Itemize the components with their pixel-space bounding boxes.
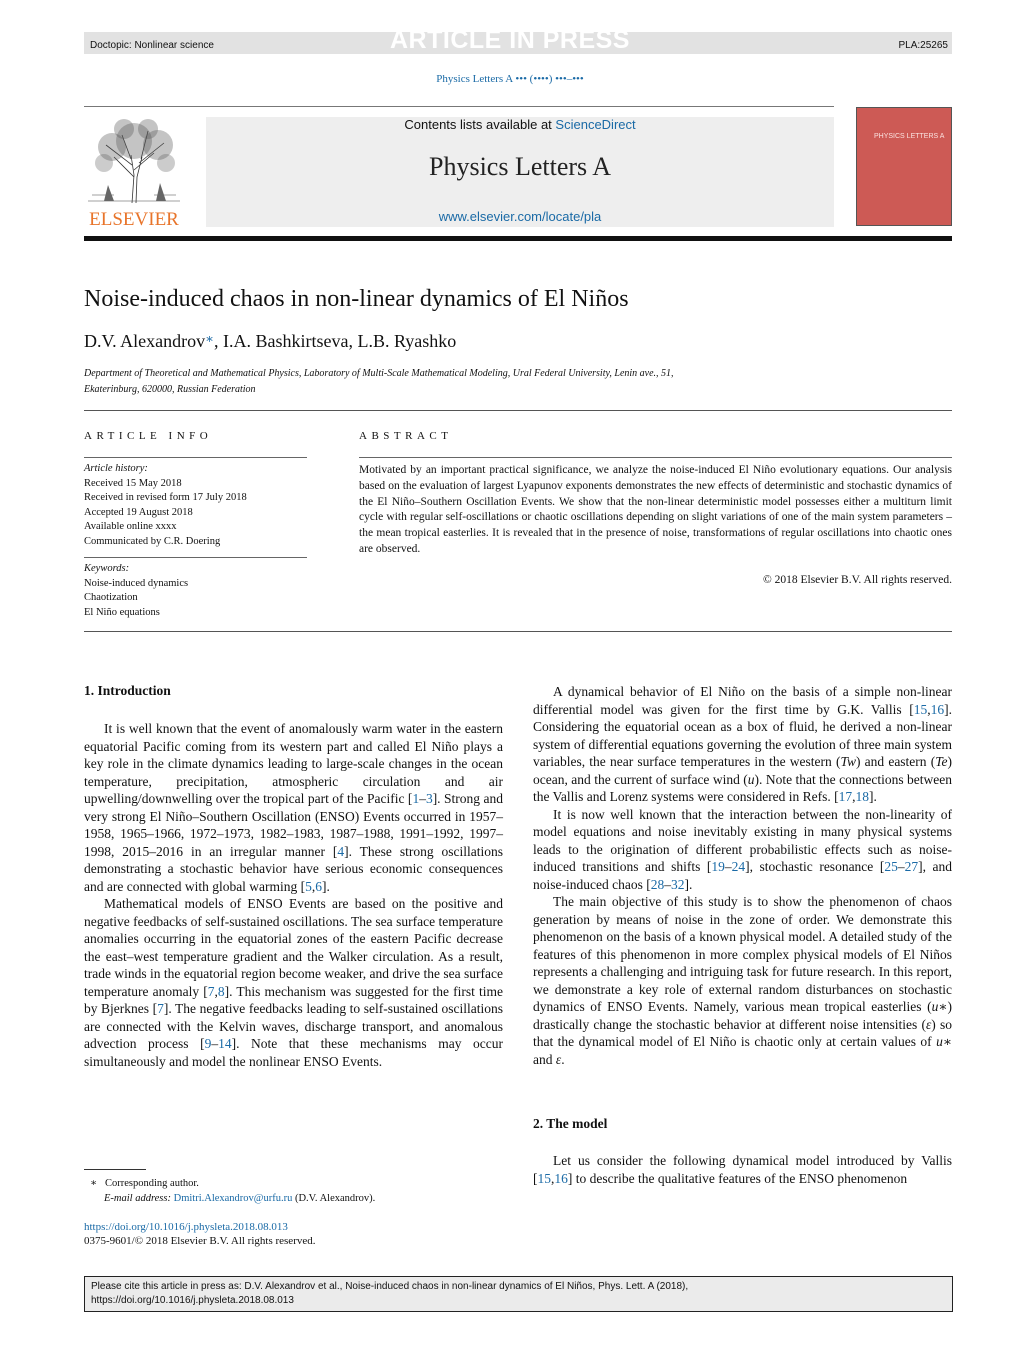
running-head[interactable]: Physics Letters A ••• (••••) •••–••• [436, 73, 584, 85]
elsevier-logo[interactable] [84, 115, 184, 229]
abstract-heading: ABSTRACT [359, 430, 453, 442]
keywords [84, 562, 188, 620]
affiliation-line: Ekaterinburg, 620000, Russian Federation [84, 384, 256, 395]
citation-line: Please cite this article in press as: D.V. Alexandrov et al., Noise-induced chaos in non-linear dynamics of El Niños, Phys. Lett. A (2018), [91, 1281, 689, 1292]
author-name[interactable]: I.A. Bashkirtseva [223, 331, 349, 351]
ref-link[interactable]: 32 [670, 876, 685, 892]
masthead-top-rule [84, 106, 834, 107]
svg-text:ELSEVIER: ELSEVIER [89, 209, 179, 229]
ref-link[interactable]: 18 [855, 789, 870, 804]
ref-link[interactable]: 16 [930, 701, 945, 717]
abstract-copyright: © 2018 Elsevier B.V. All rights reserved. [763, 574, 952, 586]
ref-link[interactable]: 1 [412, 791, 420, 806]
article-history [84, 462, 247, 549]
email-label: E-mail address: [104, 1193, 171, 1204]
math-u: u [747, 771, 755, 787]
doctopic: Doctopic: Nonlinear science [90, 40, 214, 51]
journal-title[interactable]: Physics Letters A [429, 152, 611, 181]
math-epsilon: ε [555, 1051, 562, 1067]
corresponding-author-mark[interactable]: ∗ [205, 331, 215, 346]
elsevier-tree-icon [84, 115, 184, 229]
history-item: Received 15 May 2018 [84, 477, 182, 489]
ref-link[interactable]: 9 [204, 1036, 212, 1051]
author-list: D.V. Alexandrov∗, I.A. Bashkirtseva, L.B. Ryashko [84, 331, 457, 351]
ref-link[interactable]: 25 [884, 859, 898, 874]
keyword: Chaotization [84, 592, 138, 603]
affiliation-line: Department of Theoretical and Mathematical Physics, Laboratory of Multi-Scale Mathematical Modeling, Ural Federal University, Lenin ave., 51, [84, 368, 674, 379]
keywords-label: Keywords: [84, 563, 130, 574]
article-info-heading: ARTICLE INFO [84, 430, 213, 442]
footnote-email-line [84, 1191, 375, 1206]
math-epsilon: ε [925, 1016, 932, 1032]
footnote-mark: ∗ [90, 1178, 98, 1189]
abstract-bottom-rule [84, 631, 952, 632]
ref-link[interactable]: 24 [731, 859, 746, 874]
ref-link[interactable]: 28 [650, 876, 665, 892]
doi-link[interactable]: https://doi.org/10.1016/j.physleta.2018.08.013 [84, 1221, 288, 1233]
ref-link[interactable]: 14 [218, 1036, 232, 1051]
math-tw: Tw [840, 754, 856, 769]
footnote-line [84, 1176, 375, 1191]
history-item: Received in revised form 17 July 2018 [84, 492, 247, 503]
paragraph: Let us consider the following dynamical model introduced by Vallis [15,16] to describe the qualitative features of the ENSO phenomenon [533, 1153, 952, 1186]
math-u-star: u∗ [936, 1034, 952, 1049]
paragraph: Mathematical models of ENSO Events are based on the positive and negative feedbacks of self-sustained oscillations. The sea surface temperature anomalies occurring in the equatorial zones of the eastern Pacific decrease the east–west temperature gradient and the Walker circulation. As a result, trade winds in the equatorial region become weaker, and drive the sea surface temperature anomaly [7,8]. This mechanism was suggested for the first time by Bjerknes [7]. The negative feedbacks leading to self-sustained oscillations are connected with the Kelvin waves, discharge transport, and anomalous advection process [9–14]. Note that these mechanisms may occur simultaneously and model the nonlinear ENSO Events. [84, 896, 503, 1069]
keyword: El Niño equations [84, 606, 160, 618]
contents-prefix: Contents lists available at [404, 117, 552, 132]
footnote-label: Corresponding author. [105, 1178, 199, 1189]
ref-link[interactable]: 7 [207, 983, 215, 999]
citation-doi[interactable]: https://doi.org/10.1016/j.physleta.2018.08.013 [91, 1295, 294, 1306]
abstract-text: Motivated by an important practical significance, we analyze the noise-induced El Niño evolutionary equations. Our analysis based on the evaluation of largest Lyapunov exponents demonstrates the new effects of deterministic and stochastic dynamics of the El Niño–Southern Oscillation Events. We show that the non-linear deterministic model possesses either a multiturn limit cycle with regular self-oscillations or chaotic oscillations depending on slight variations of one of the main system parameters – the mean tropical easterlies. It is revealed that in the presence of noise, transformations of regular oscillations into chaotic ones are observed. [359, 464, 952, 555]
doi-block [84, 1220, 316, 1248]
ref-link[interactable]: 16 [554, 1170, 568, 1186]
history-item: Available online xxxx [84, 521, 177, 532]
left-column [84, 720, 503, 1070]
ref-link[interactable]: 15 [537, 1170, 551, 1186]
sciencedirect-link[interactable]: ScienceDirect [555, 117, 636, 132]
ref-link[interactable]: 27 [904, 859, 919, 874]
ref-link[interactable]: 19 [711, 859, 725, 874]
article-title: Noise-induced chaos in non-linear dynamics of El Niños [84, 286, 629, 312]
math-u-star: u∗ [931, 999, 948, 1014]
info-rule [84, 457, 307, 458]
issn-line: 0375-9601/© 2018 Elsevier B.V. All rights reserved. [84, 1235, 316, 1247]
history-label: Article history: [84, 463, 148, 474]
article-id: PLA:25265 [898, 40, 948, 51]
journal-cover[interactable] [856, 107, 952, 226]
masthead-bottom-rule [84, 236, 952, 241]
ref-link[interactable]: 5 [305, 878, 312, 894]
right-column-continued [533, 1152, 952, 1187]
keyword: Noise-induced dynamics [84, 577, 189, 589]
right-column [533, 683, 952, 1068]
affiliation [84, 366, 754, 398]
history-item: Communicated by C.R. Doering [84, 535, 221, 547]
history-item: Accepted 19 August 2018 [84, 506, 193, 518]
contents-line [206, 117, 834, 132]
email-owner: (D.V. Alexandrov). [294, 1193, 376, 1204]
footnote-rule [84, 1169, 146, 1170]
ref-link[interactable]: 3 [425, 791, 433, 806]
cover-title: PHYSICS LETTERS A [874, 133, 945, 140]
info-rule [84, 557, 307, 558]
ref-link[interactable]: 15 [913, 701, 928, 717]
ref-link[interactable]: 4 [337, 843, 345, 859]
ref-link[interactable]: 8 [217, 983, 225, 999]
citation-text [91, 1280, 946, 1308]
abstract-rule [359, 457, 952, 458]
paragraph: The main objective of this study is to show the phenomenon of chaos generation by means of noise in the zone of order. We demonstrate this phenomenon on the basis of a known physical model. A detailed study of the features of this phenomenon in more complex physical models of El Niños represents a challenging and intriguing task for future research. In this report, we demonstrate a key role of external random disturbances on stochastic dynamics of ENSO Events. Namely, various mean tropical easterlies (u∗) drastically change the stochastic behavior at different noise intensities (ε) so that the dynamical model of El Niño is chaotic only at certain values of u∗ and ε. [533, 894, 953, 1067]
section-heading-introduction: 1. Introduction [84, 683, 171, 698]
author-name[interactable]: L.B. Ryashko [357, 331, 457, 351]
author-name[interactable]: D.V. Alexandrov [84, 331, 206, 351]
footnote [84, 1176, 375, 1206]
ref-link[interactable]: 17 [838, 789, 853, 804]
section-heading-model: 2. The model [533, 1116, 608, 1131]
journal-homepage-link[interactable]: www.elsevier.com/locate/pla [438, 209, 602, 224]
ref-link[interactable]: 6 [315, 878, 323, 894]
paragraph: It is now well known that the interaction between the non-linearity of model equations and noise inevitably existing in many physical systems leads to the origination of different probabilistic effects such as noise-induced transitions and shifts [19–24], stochastic resonance [25–27], and noise-induced chaos [28–32]. [533, 806, 952, 892]
paragraph: It is well known that the event of anomalously warm water in the eastern equatorial Pacific coming from its western part and called El Niño plays a key role in the climate dynamics leading to large-scale changes in the ocean temperature, precipitation, atmospheric circulation and air upwelling/downwelling over the tropical part of the Pacific [1–3]. Strong and very strong El Niño–Southern Oscillation (ENSO) Events occurred in 1957–1958, 1965–1966, 1972–1973, 1982–1983, 1987–1988, 1991–1992, 1997–1998, 2015–2016 in an irregular manner [4]. These strong oscillations demonstrating a stochastic behavior have serious economic consequences and are connected with global warming [5,6]. [84, 721, 503, 894]
email-link[interactable]: Dmitri.Alexandrov@urfu.ru [173, 1193, 293, 1204]
ref-link[interactable]: 7 [157, 1001, 164, 1016]
article-in-press-banner: ARTICLE IN PRESS [390, 26, 630, 54]
paragraph: A dynamical behavior of El Niño on the basis of a simple non-linear differential model was given for the first time by G.K. Vallis [15,16]. Considering the equatorial ocean as a box of fluid, he derived a non-linear system of differential equations governing the evolution of three main system variables, the near surface temperatures in the western (Tw) and eastern (Te) ocean, and the current of surface wind (u). Note that the connections between the Vallis and Lorenz systems were considered in Refs. [17,18]. [533, 684, 952, 804]
title-rule [84, 410, 952, 411]
math-te: Te [935, 754, 948, 769]
